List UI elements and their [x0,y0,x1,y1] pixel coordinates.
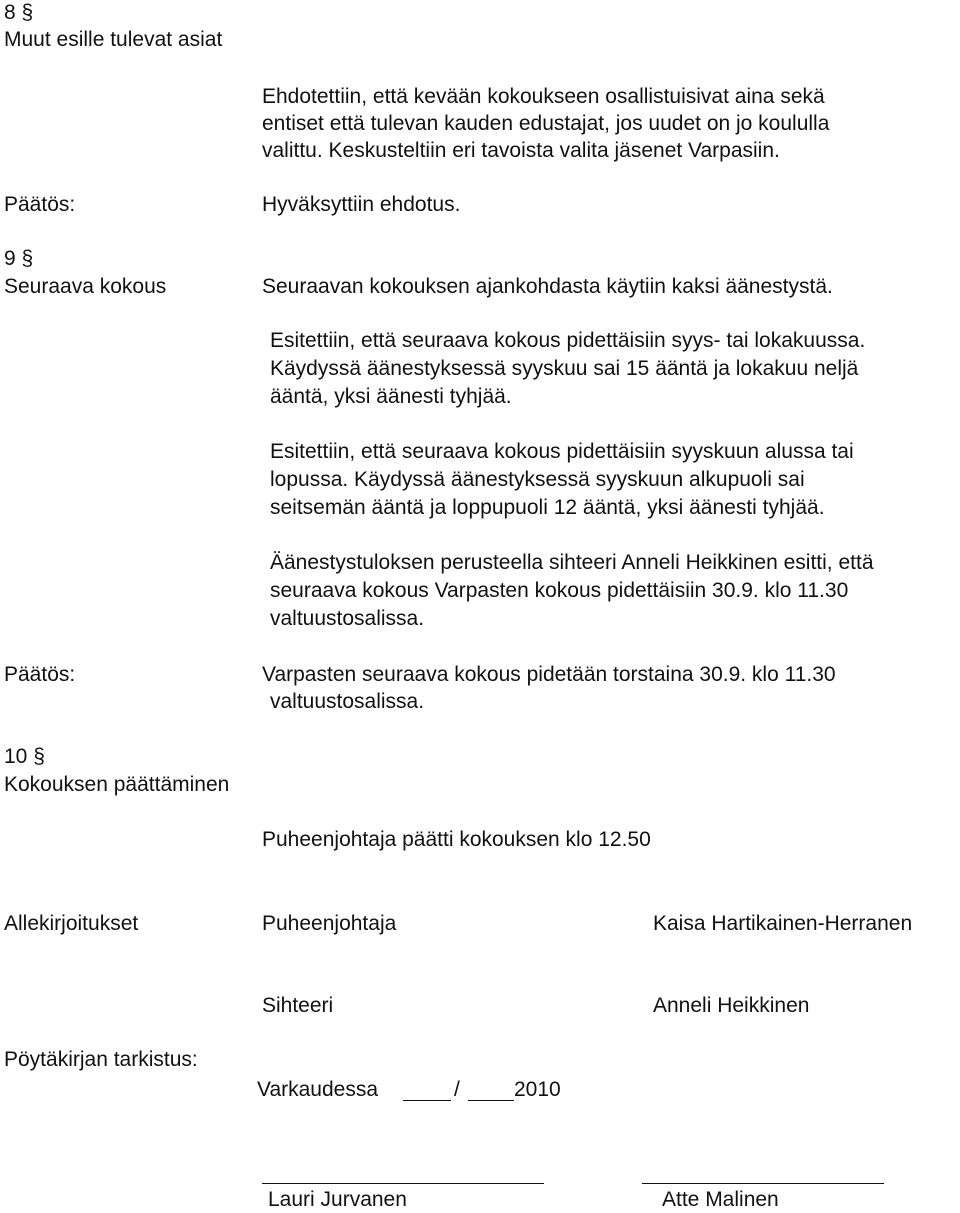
section-8-body-line-2: entiset että tulevan kauden edustajat, jos uudet on jo koululla [262,112,830,135]
section-9-vote1-line-2: Käydyssä äänestyksessä syyskuu sai 15 ääntä ja lokakuu neljä [270,357,859,380]
section-9-number: 9 § [4,247,34,270]
section-sign-icon: § [33,745,45,768]
section-9-decision-label: Päätös: [4,663,76,686]
secretary-role: Sihteeri [262,994,334,1017]
section-8-title: Muut esille tulevat asiat [4,28,223,51]
section-9-vote1-line-3: ääntä, yksi äänesti tyhjää. [270,385,512,408]
date-separator: / [454,1078,460,1101]
section-9-vote1-line-1: Esitettiin, että seuraava kokous pidettäisiin syys- tai lokakuussa. [270,329,866,352]
section-sign-icon: § [21,1,34,24]
review-year: 2010 [514,1078,561,1101]
review-place-prefix: Varkaudessa [257,1078,379,1101]
section-sign-icon: § [21,247,34,270]
section-10-title: Kokouksen päättäminen [4,773,230,796]
section-9-decision-line-1: Varpasten seuraava kokous pidetään torstaina 30.9. klo 11.30 [262,663,836,686]
section-9-vote2-line-2: lopussa. Käydyssä äänestyksessä syyskuun alkupuoli sai [270,468,805,491]
reviewer-2-name: Atte Malinen [662,1188,779,1211]
review-label: Pöytäkirjan tarkistus: [4,1048,198,1071]
date-month-blank [468,1100,514,1101]
chair-role: Puheenjohtaja [262,912,397,935]
section-9-vote2-line-3: seitsemän ääntä ja loppupuoli 12 ääntä, yksi äänesti tyhjää. [270,496,825,519]
section-9-title: Seuraava kokous [4,275,167,298]
signatures-label: Allekirjoitukset [4,912,139,935]
section-9-intro: Seuraavan kokouksen ajankohdasta käytiin kaksi äänestystä. [262,275,833,298]
section-9-decision-line-2: valtuustosalissa. [270,690,425,713]
section-9-result-line-2: seuraava kokous Varpasten kokous pidettäisiin 30.9. klo 11.30 [270,579,849,602]
secretary-name: Anneli Heikkinen [653,994,810,1017]
section-10-body: Puheenjohtaja päätti kokouksen klo 12.50 [262,828,651,851]
reviewer-1-name: Lauri Jurvanen [268,1188,407,1211]
section-8-body-line-1: Ehdotettiin, että kevään kokoukseen osallistuisivat aina sekä [262,85,825,108]
section-8-number: 8 § [4,1,34,24]
reviewer-1-signature-line [262,1183,544,1184]
reviewer-2-signature-line [642,1183,884,1184]
section-9-result-line-3: valtuustosalissa. [270,607,425,630]
section-9-result-line-1: Äänestystuloksen perusteella sihteeri Anneli Heikkinen esitti, että [270,551,874,574]
chair-name: Kaisa Hartikainen-Herranen [653,912,913,935]
section-8-body-line-3: valittu. Keskusteltiin eri tavoista valita jäsenet Varpasiin. [262,139,780,162]
section-8-decision-label: Päätös: [4,193,76,216]
section-9-vote2-line-1: Esitettiin, että seuraava kokous pidettäisiin syyskuun alussa tai [270,440,854,463]
section-8-decision: Hyväksyttiin ehdotus. [262,193,461,216]
date-day-blank [403,1100,451,1101]
section-10-number: 10 § [4,745,45,768]
